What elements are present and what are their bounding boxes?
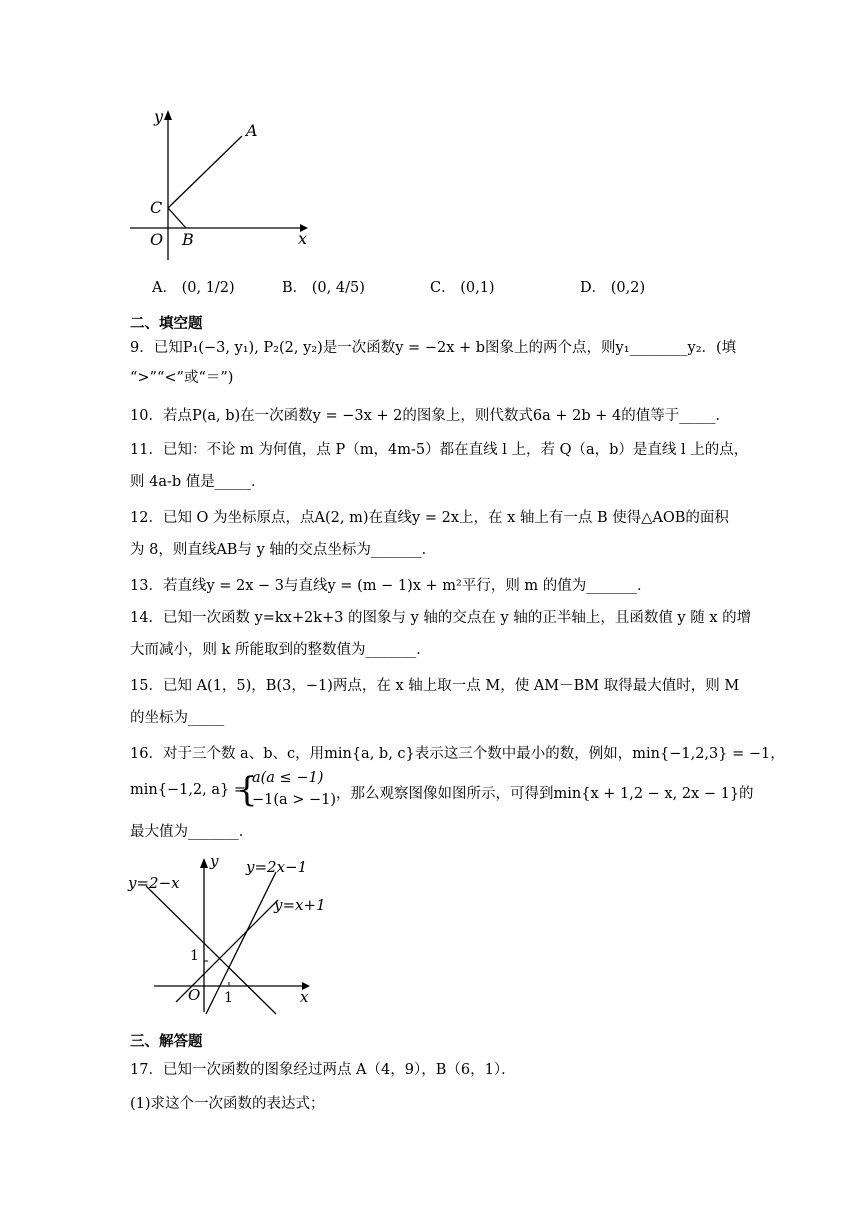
question-16-case-1: a(a ≤ −1) [252,770,324,786]
question-15-line-1: 15．已知 A(1，5)，B(3，−1)两点，在 x 轴上取一点 M，使 AM－BM 取得最大值时，则 M [130,678,740,694]
question-15-line-2: 的坐标为_____ [130,710,225,726]
question-11-line-2: 则 4a-b 值是_____． [130,474,266,490]
label-line-2x-minus-1: y=2x−1 [246,858,308,876]
question-16-case-2: −1(a > −1) [252,792,337,808]
question-13: 13．若直线y = 2x − 3与直线y = (m − 1)x + m²平行，则 m 的值为_______． [130,578,652,594]
option-c-letter: C． [430,280,456,296]
option-a-value: (0, 1/2) [181,280,235,296]
segment-CA [168,136,242,208]
question-10: 10．若点P(a, b)在一次函数y = −3x + 2的图象上，则代数式6a + 2b + 4的值等于_____． [130,408,730,424]
label-x: x [300,988,309,1006]
y-axis-arrow [164,110,172,120]
y-axis-arrow [200,858,208,868]
label-1-x: 1 [224,990,233,1006]
label-O: O [150,230,164,249]
question-9-line-1: 9．已知P₁(−3, y₁), P₂(2, y₂)是一次函数y = −2x + b图象上的两个点，则y₁________y₂．(填 [130,340,737,356]
label-y: y [154,107,164,126]
label-C: C [150,198,163,217]
question-11-line-1: 11．已知：不论 m 为何值，点 P（m，4m-5）都在直线 l 上，若 Q（a，b）是直线 l 上的点， [130,442,749,458]
question-12-line-2: 为 8，则直线AB与 y 轴的交点坐标为_______． [130,542,437,558]
question-16-min-expr: min{−1,2, a} = [130,782,247,798]
label-O: O [188,986,201,1004]
section-2-heading: 二、填空题 [130,316,203,332]
figure-1-graph [120,100,320,265]
line-y-2x-minus-1 [206,872,276,1014]
question-14-line-1: 14．已知一次函数 y=kx+2k+3 的图象与 y 轴的交点在 y 轴的正半轴上，且函数值 y 随 x 的增 [130,610,752,626]
option-b-value: (0, 4/5) [311,280,365,296]
label-y: y [210,852,219,870]
question-14-line-2: 大而减小，则 k 所能取到的整数值为_______． [130,642,431,658]
label-x: x [298,229,308,248]
line-y-2-minus-x [146,886,276,1014]
question-16-brace: { [236,770,258,810]
figure-2-graph [126,850,336,1020]
label-A: A [246,121,258,140]
option-a-letter: A． [152,280,177,296]
option-c[interactable] [430,276,495,297]
label-B: B [182,230,194,249]
question-12-line-1: 12．已知 O 为坐标原点，点A(2, m)在直线y = 2x上，在 x 轴上有一点 B 使得△AOB的面积 [130,510,729,526]
question-16-line-1: 16．对于三个数 a、b、c，用min{a, b, c}表示这三个数中最小的数，例如，min{−1,2,3} = −1， [130,746,785,762]
section-3-heading: 三、解答题 [130,1034,203,1050]
label-line-x-plus-1: y=x+1 [274,896,326,914]
option-c-value: (0,1) [460,280,495,296]
label-line-2-minus-x: y=2−x [128,874,180,892]
option-d-letter: D． [580,280,607,296]
question-9-line-2: “>”“<”或“＝”) [130,370,234,386]
option-d[interactable] [580,276,645,297]
question-17-part-1: (1)求这个一次函数的表达式； [130,1096,325,1112]
question-16-line-3: 最大值为_______． [130,824,254,840]
segment-CB [168,208,186,228]
question-16-rest: ，那么观察图像如图所示，可得到min{x + 1,2 − x, 2x − 1}的 [336,786,754,802]
option-d-value: (0,2) [610,280,646,296]
option-b[interactable] [282,276,365,297]
question-17: 17．已知一次函数的图象经过两点 A（4，9），B（6，1）． [130,1062,516,1078]
option-a[interactable] [152,276,235,297]
option-b-letter: B． [282,280,308,296]
label-1-y: 1 [190,948,199,964]
